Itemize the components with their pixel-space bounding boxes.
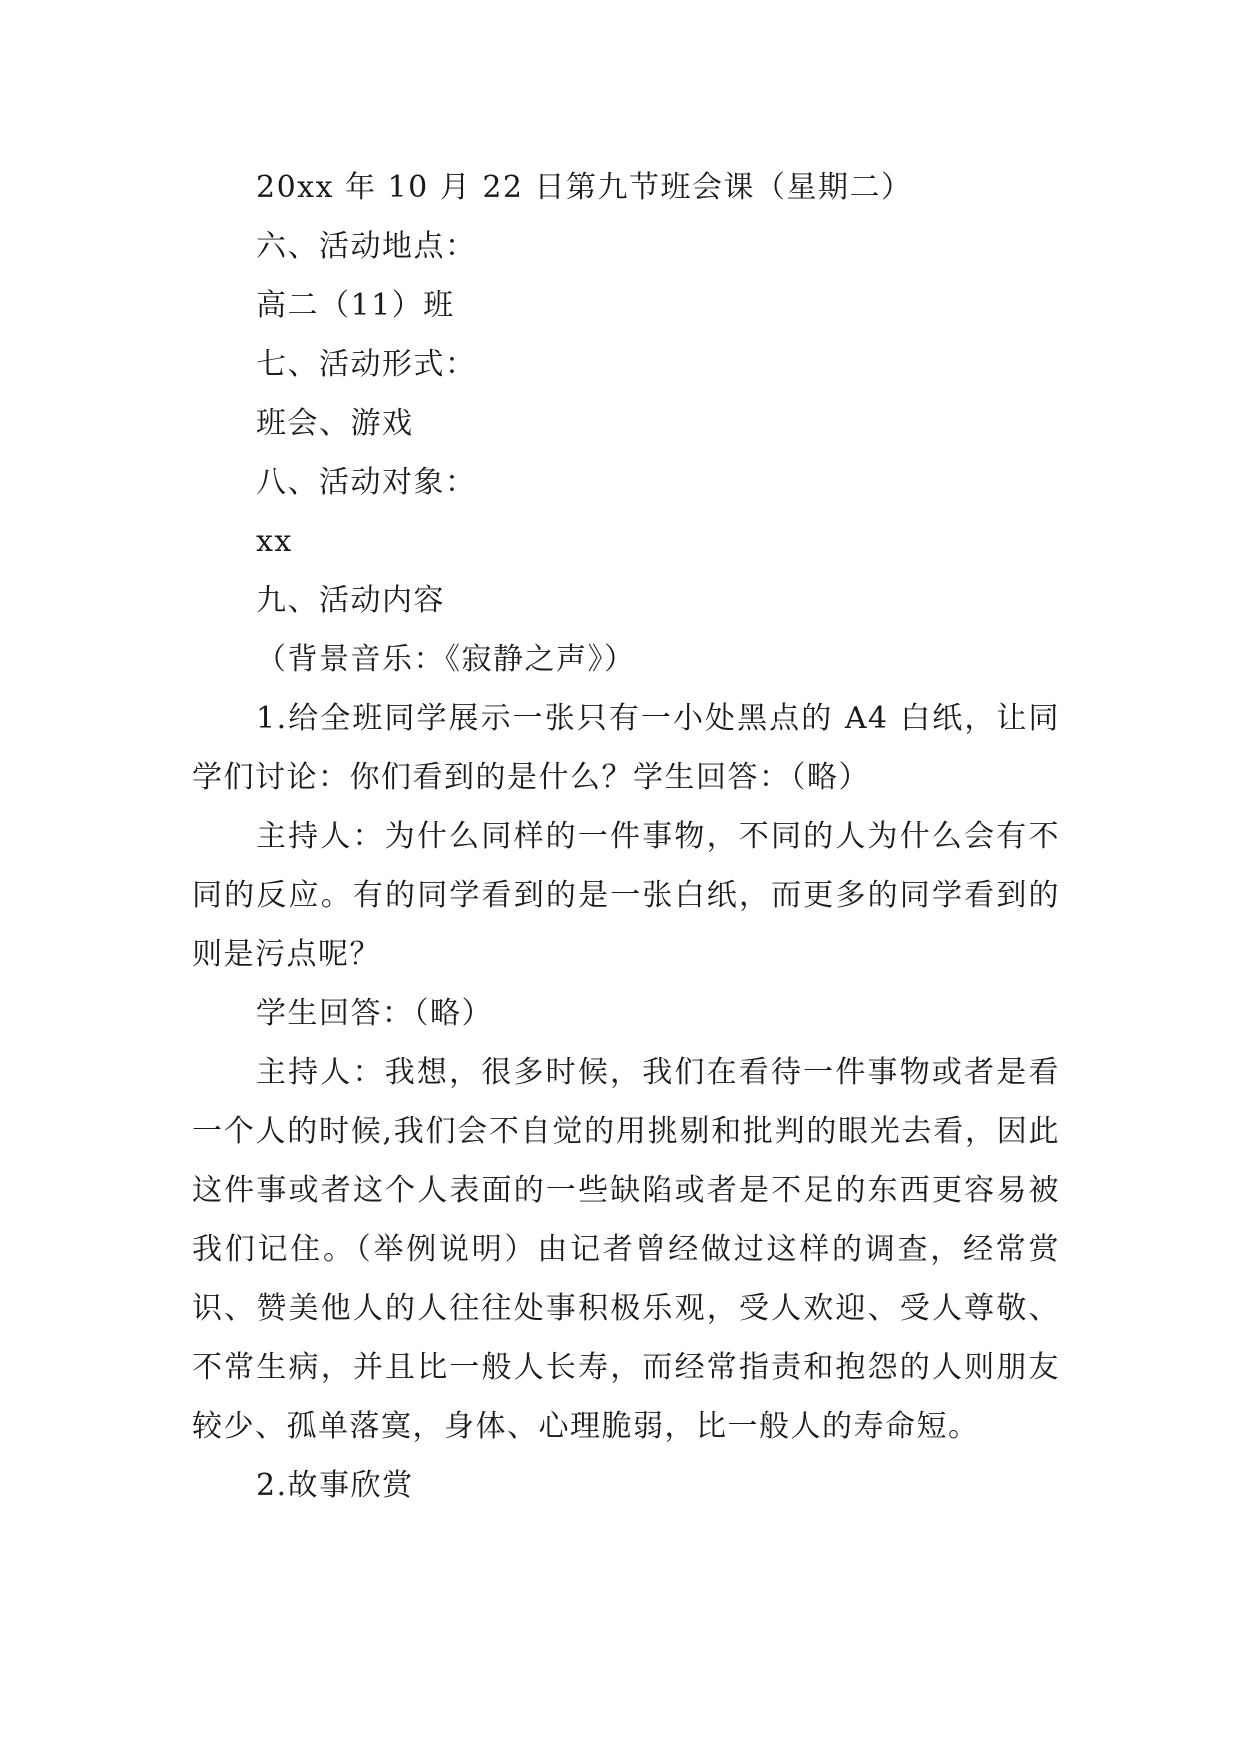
location-value: 高二（11）班 [256, 288, 455, 323]
paragraph-host-question: 主持人：为什么同样的一件事物，不同的人为什么会有不同的反应。有的同学看到的是一张白纸，而更多的同学看到的则是污点呢？ [192, 819, 1060, 972]
paragraph-student-answer: 学生回答：（略） [256, 996, 493, 1031]
section-heading-audience: 八、活动对象： [256, 465, 477, 500]
section-heading-format: 七、活动形式： [256, 347, 477, 382]
section-heading-location: 六、活动地点： [256, 229, 477, 264]
date-line: 20xx 年 10 月 22 日第九节班会课（星期二） [256, 170, 913, 205]
paragraph-activity-2: 2.故事欣赏 [256, 1468, 414, 1503]
audience-value: xx [256, 524, 293, 559]
document-body [192, 158, 1060, 1515]
section-heading-content: 九、活动内容 [256, 583, 445, 618]
format-value: 班会、游戏 [256, 406, 414, 441]
paragraph-host-explanation: 主持人：我想，很多时候，我们在看待一件事物或者是看一个人的时候,我们会不自觉的用挑剔和批判的眼光去看，因此这件事或者这个人表面的一些缺陷或者是不足的东西更容易被我们记住。（举例说明）由记者曾经做过这样的调查，经常赏识、赞美他人的人往往处事积极乐观，受人欢迎、受人尊敬、不常生病，并且比一般人长寿，而经常指责和抱怨的人则朋友较少、孤单落寞，身体、心理脆弱，比一般人的寿命短。 [192, 1055, 1060, 1444]
background-music-note: （背景音乐：《寂静之声》） [256, 642, 636, 677]
paragraph-activity-1: 1.给全班同学展示一张只有一小处黑点的 A4 白纸，让同学们讨论：你们看到的是什么？学生回答：（略） [192, 701, 1060, 795]
